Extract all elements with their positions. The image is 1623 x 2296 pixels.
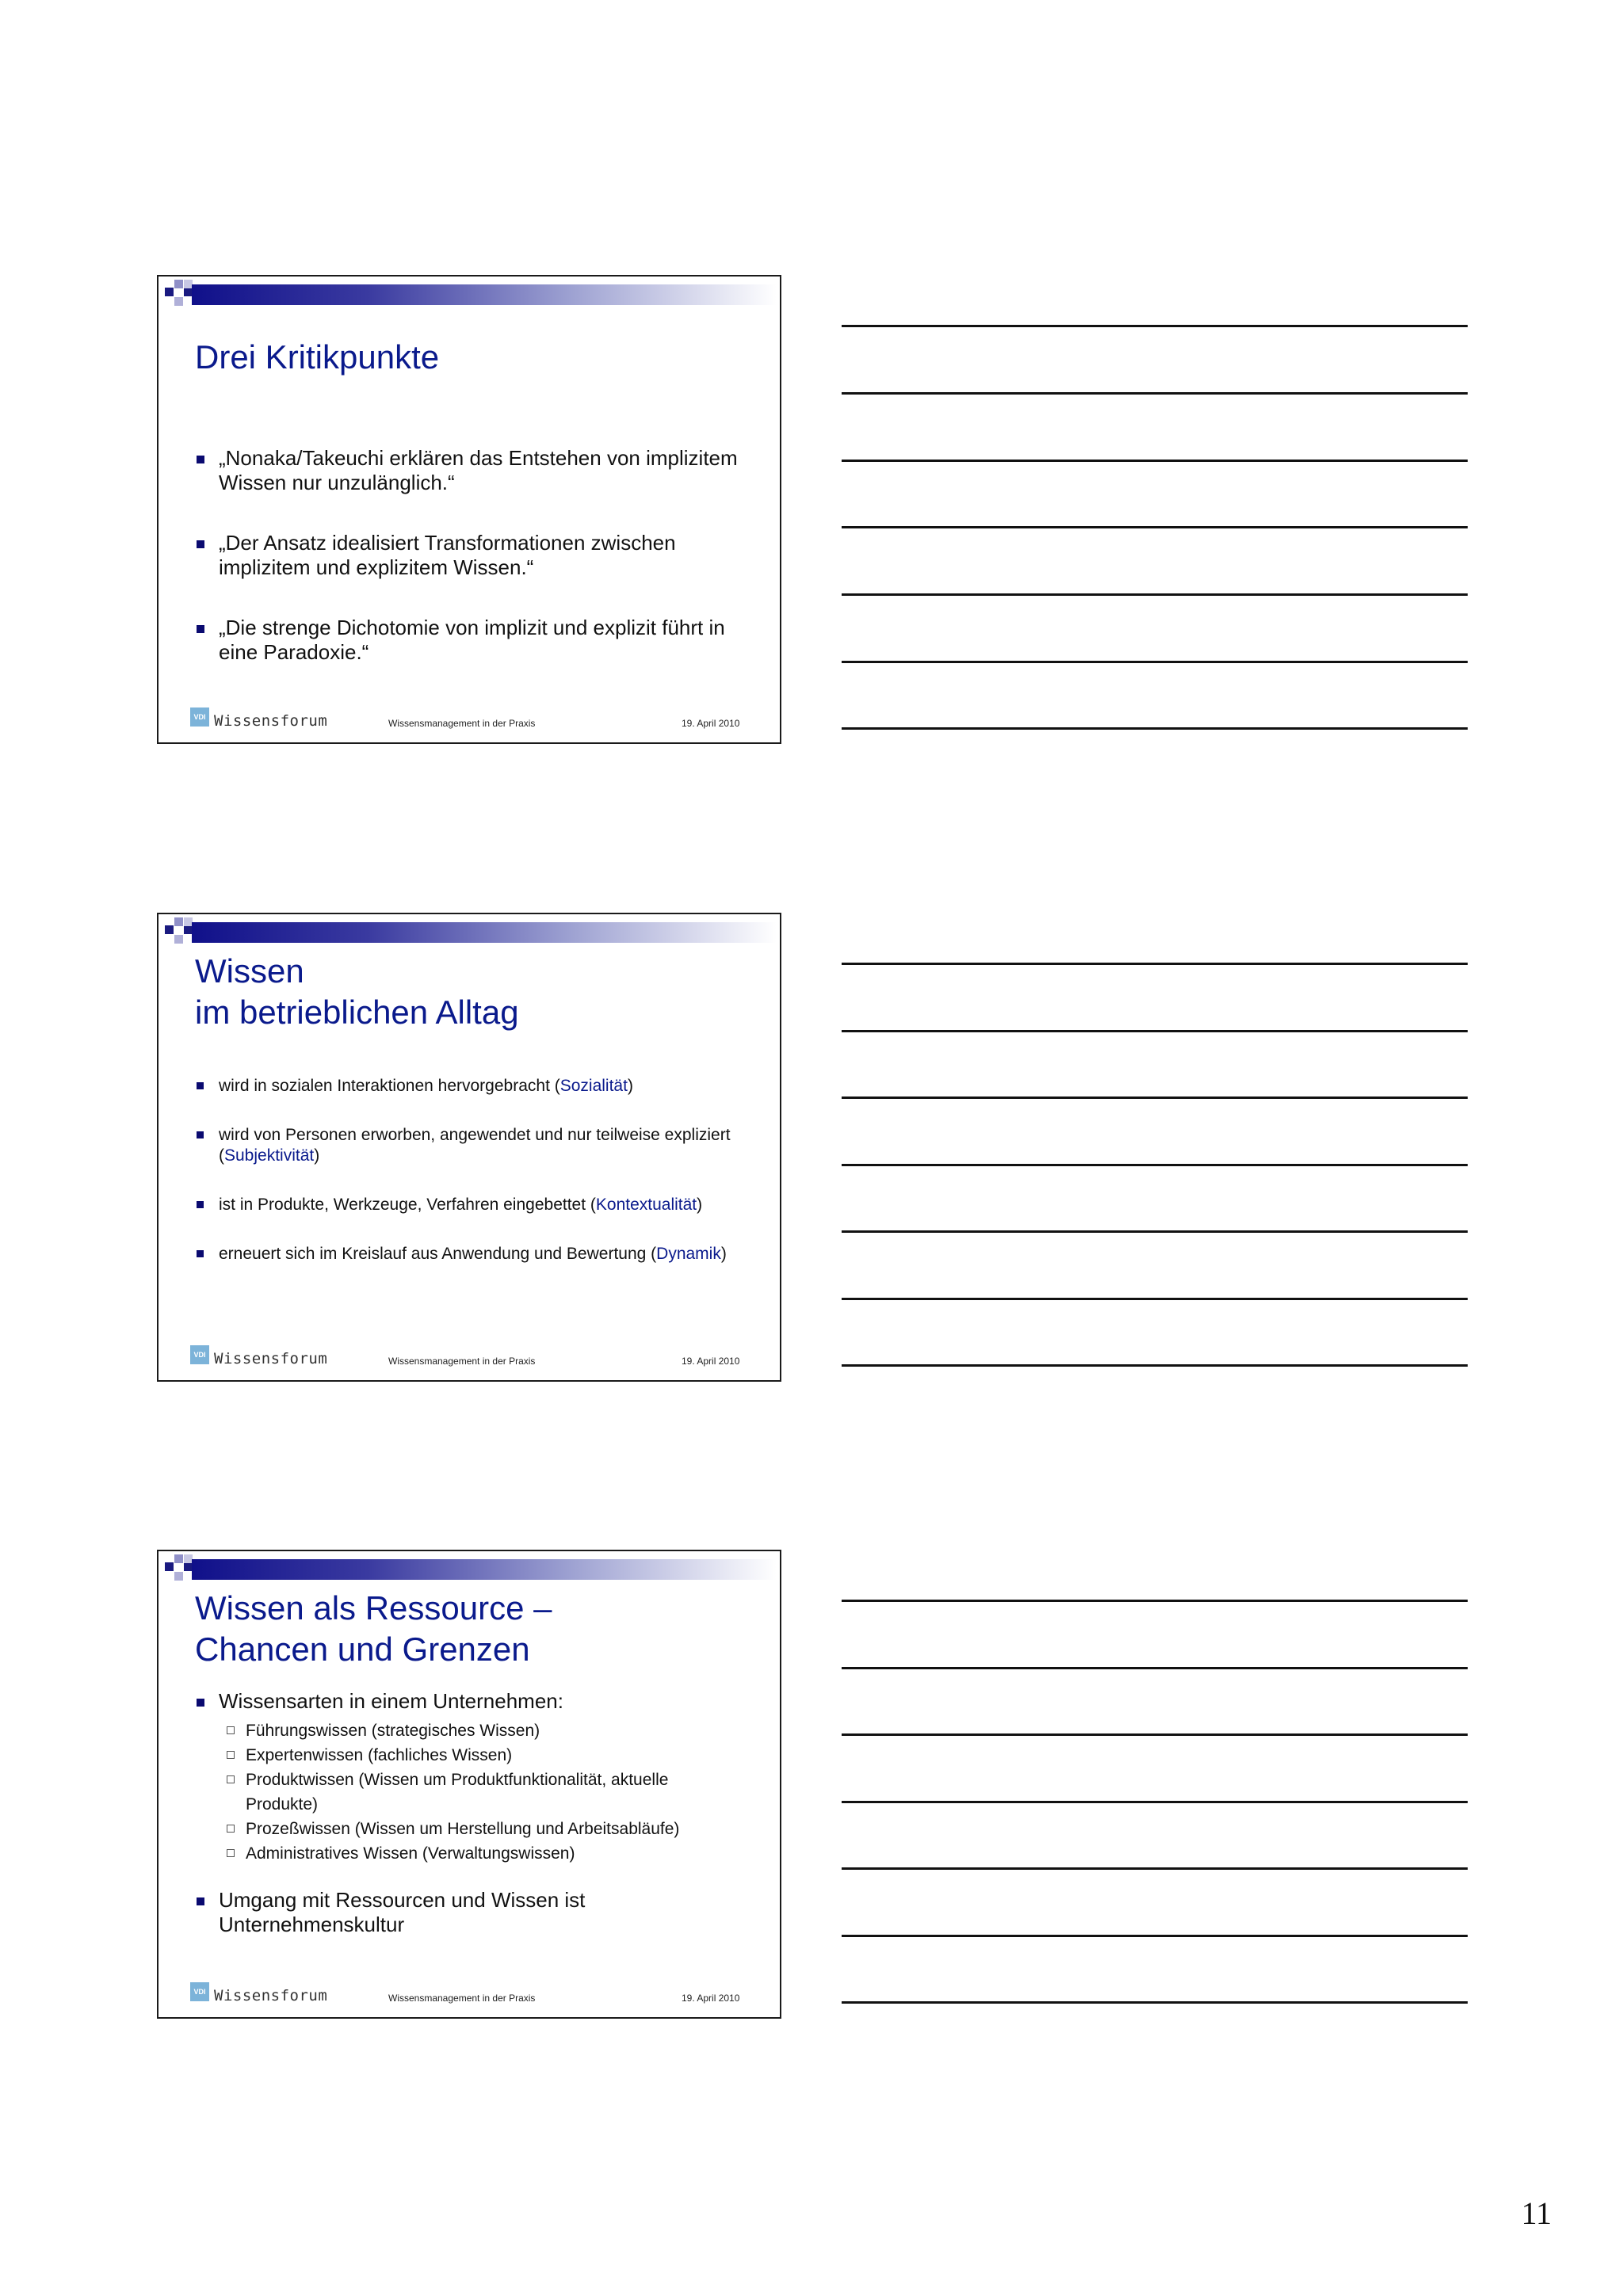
note-line xyxy=(842,2001,1468,2004)
logo-text: Wissensforum xyxy=(214,1350,328,1367)
note-line xyxy=(842,1364,1468,1367)
footer-title: Wissensmanagement in der Praxis xyxy=(388,1356,536,1367)
sub-list xyxy=(219,1718,742,1866)
header-gradient-bar xyxy=(192,922,777,943)
list-item: „Der Ansatz idealisiert Transformationen zwischen implizitem und explizitem Wissen.“ xyxy=(195,531,742,580)
note-line xyxy=(842,526,1468,528)
note-line xyxy=(842,1600,1468,1602)
bullet-list xyxy=(195,1076,742,1264)
slide-footer xyxy=(190,1982,777,2006)
note-line xyxy=(842,661,1468,663)
vdi-logo: VDI xyxy=(190,1345,209,1364)
sub-list-item: Administratives Wissen (Verwaltungswissen) xyxy=(219,1841,742,1866)
note-line xyxy=(842,1097,1468,1099)
list-item: wird von Personen erworben, angewendet und nur teilweise expliziert (Subjektivität) xyxy=(195,1125,742,1166)
footer-date: 19. April 2010 xyxy=(682,718,740,729)
header-gradient-bar xyxy=(192,1559,777,1580)
logo-text: Wissensforum xyxy=(214,1987,328,2004)
note-line xyxy=(842,1164,1468,1166)
bullet-list xyxy=(195,446,742,665)
list-item: Wissensarten in einem Unternehmen: Führungswissen (strategisches Wissen) Expertenwissen (fachliches Wissen) Produktwissen (Wissen um Produktfunktionalität, aktuelle Produkte) Prozeßwissen (Wissen um Herstellung und Arbeitsabläufe) Administratives Wissen (Verwaltungswissen) xyxy=(195,1689,742,1866)
slide-footer xyxy=(190,707,777,731)
slide-title: Drei Kritikpunkte xyxy=(195,338,440,376)
list-item: wird in sozialen Interaktionen hervorgebracht (Sozialität) xyxy=(195,1076,742,1097)
slide-1 xyxy=(157,275,781,744)
vdi-logo: VDI xyxy=(190,1982,209,2001)
footer-title: Wissensmanagement in der Praxis xyxy=(388,1993,536,2004)
list-item: „Nonaka/Takeuchi erklären das Entstehen von implizitem Wissen nur unzulänglich.“ xyxy=(195,446,742,495)
note-line xyxy=(842,1667,1468,1669)
note-line xyxy=(842,1230,1468,1233)
slide-title: Wissen im betrieblichen Alltag xyxy=(195,952,519,1031)
slide-3 xyxy=(157,1550,781,2019)
note-line xyxy=(842,963,1468,965)
slide-2 xyxy=(157,913,781,1382)
note-line xyxy=(842,1935,1468,1937)
slide-footer xyxy=(190,1345,777,1369)
sub-list-item: Prozeßwissen (Wissen um Herstellung und Arbeitsabläufe) xyxy=(219,1817,742,1841)
footer-title: Wissensmanagement in der Praxis xyxy=(388,718,536,729)
note-line xyxy=(842,1733,1468,1736)
note-line xyxy=(842,1801,1468,1803)
note-line xyxy=(842,392,1468,395)
note-line xyxy=(842,325,1468,327)
footer-date: 19. April 2010 xyxy=(682,1993,740,2004)
list-item: erneuert sich im Kreislauf aus Anwendung und Bewertung (Dynamik) xyxy=(195,1244,742,1264)
note-line xyxy=(842,460,1468,462)
sub-list-item: Führungswissen (strategisches Wissen) xyxy=(219,1718,742,1743)
note-line xyxy=(842,1298,1468,1300)
list-item: „Die strenge Dichotomie von implizit und explizit führt in eine Paradoxie.“ xyxy=(195,616,742,665)
slide-title: Wissen als Ressource – Chancen und Grenzen xyxy=(195,1589,552,1668)
page-number: 11 xyxy=(1521,2195,1552,2231)
vdi-logo: VDI xyxy=(190,707,209,727)
list-item: Umgang mit Ressourcen und Wissen ist Unternehmenskultur xyxy=(195,1888,742,1937)
header-gradient-bar xyxy=(192,284,777,305)
logo-text: Wissensforum xyxy=(214,712,328,730)
sub-list-item: Produktwissen (Wissen um Produktfunktionalität, aktuelle Produkte) xyxy=(219,1768,742,1817)
note-line xyxy=(842,593,1468,596)
list-item: ist in Produkte, Werkzeuge, Verfahren eingebettet (Kontextualität) xyxy=(195,1195,742,1215)
sub-list-item: Expertenwissen (fachliches Wissen) xyxy=(219,1743,742,1768)
bullet-list xyxy=(195,1689,742,1937)
note-line xyxy=(842,727,1468,730)
note-line xyxy=(842,1030,1468,1032)
note-line xyxy=(842,1867,1468,1870)
footer-date: 19. April 2010 xyxy=(682,1356,740,1367)
